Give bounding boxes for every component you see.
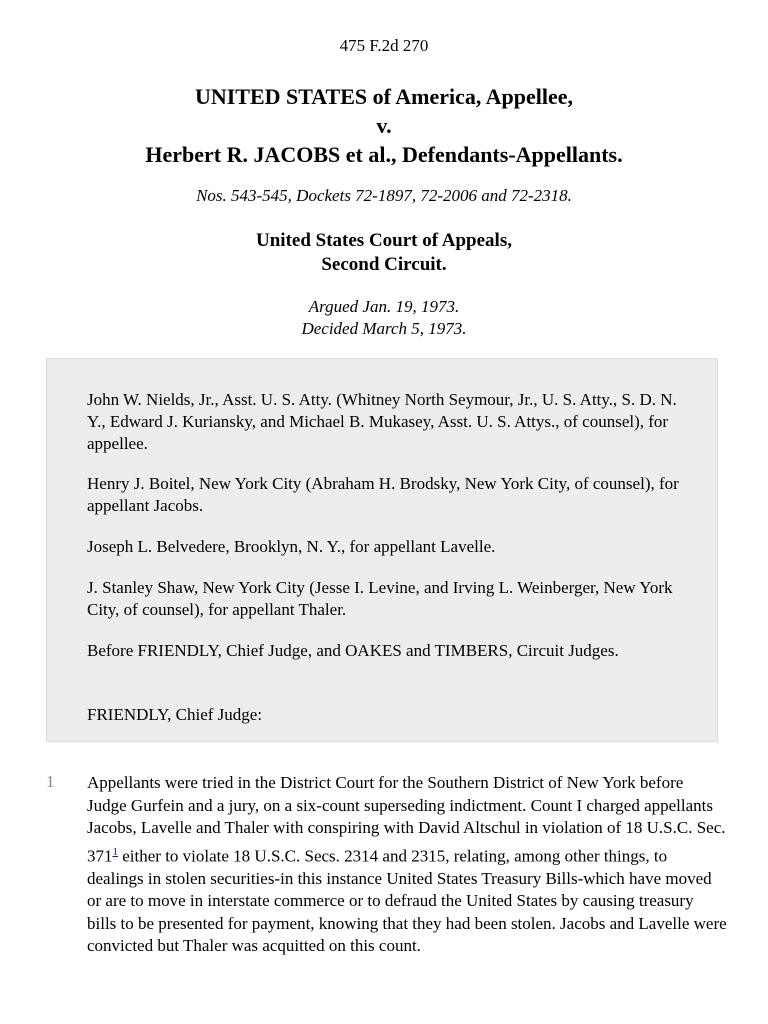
decided-date: Decided March 5, 1973.	[301, 319, 467, 338]
paragraph-number: 1	[46, 772, 55, 791]
footnote-link[interactable]: 1	[112, 845, 118, 858]
counsel-thaler: J. Stanley Shaw, New York City (Jesse I. Levine, and Irving L. Weinberger, New York City, of counsel), for appellant Thaler.	[87, 578, 673, 619]
counsel-appellee: John W. Nields, Jr., Asst. U. S. Atty. (Whitney North Seymour, Jr., U. S. Atty., S. D. N. Y., Edward J. Kuriansky, and Michael B. Mukasey, Asst. U. S. Attys., of counsel), for appellee.	[87, 390, 677, 453]
case-dates	[0, 296, 768, 340]
paragraph-text-after: either to violate 18 U.S.C. Secs. 2314 and 2315, relating, among other things, to dealings in stolen securities-in this instance United States Treasury Bills-which have moved or are to move in interstate commerce or to defraud the United States by causing treasury bills to be presented for payment, knowing that they had been stolen. Jacobs and Lavelle were convicted but Thaler was acquitted on this count.	[87, 846, 727, 956]
counsel-box	[46, 358, 718, 742]
title-line-appellee: UNITED STATES of America, Appellee,	[194, 84, 574, 109]
argued-date: Argued Jan. 19, 1973.	[308, 297, 460, 316]
opinion-author: FRIENDLY, Chief Judge:	[87, 705, 263, 724]
counsel-lavelle: Joseph L. Belvedere, Brooklyn, N. Y., for appellant Lavelle.	[87, 537, 496, 556]
docket-numbers: Nos. 543-545, Dockets 72-1897, 72-2006 and 72-2318.	[196, 186, 572, 205]
case-title	[0, 82, 768, 169]
court-line-2: Second Circuit.	[321, 254, 447, 275]
bench-panel: Before FRIENDLY, Chief Judge, and OAKES and TIMBERS, Circuit Judges.	[87, 641, 619, 660]
court-line-1: United States Court of Appeals,	[256, 230, 512, 251]
court-name	[0, 229, 768, 277]
counsel-jacobs: Henry J. Boitel, New York City (Abraham H. Brodsky, New York City, of counsel), for appellant Jacobs.	[87, 474, 679, 515]
title-line-appellants: Herbert R. JACOBS et al., Defendants-Appellants.	[145, 142, 623, 167]
opinion-paragraph	[87, 772, 727, 958]
title-line-versus: v.	[376, 113, 392, 138]
case-citation: 475 F.2d 270	[339, 36, 429, 55]
paragraph-text-before: Appellants were tried in the District Court for the Southern District of New York before Judge Gurfein and a jury, on a six-count superseding indictment. Count I charged appellants Jacobs, Lavelle and Thaler with conspiring with David Altschul in violation of 18 U.S.C. Sec. 371	[87, 773, 726, 866]
